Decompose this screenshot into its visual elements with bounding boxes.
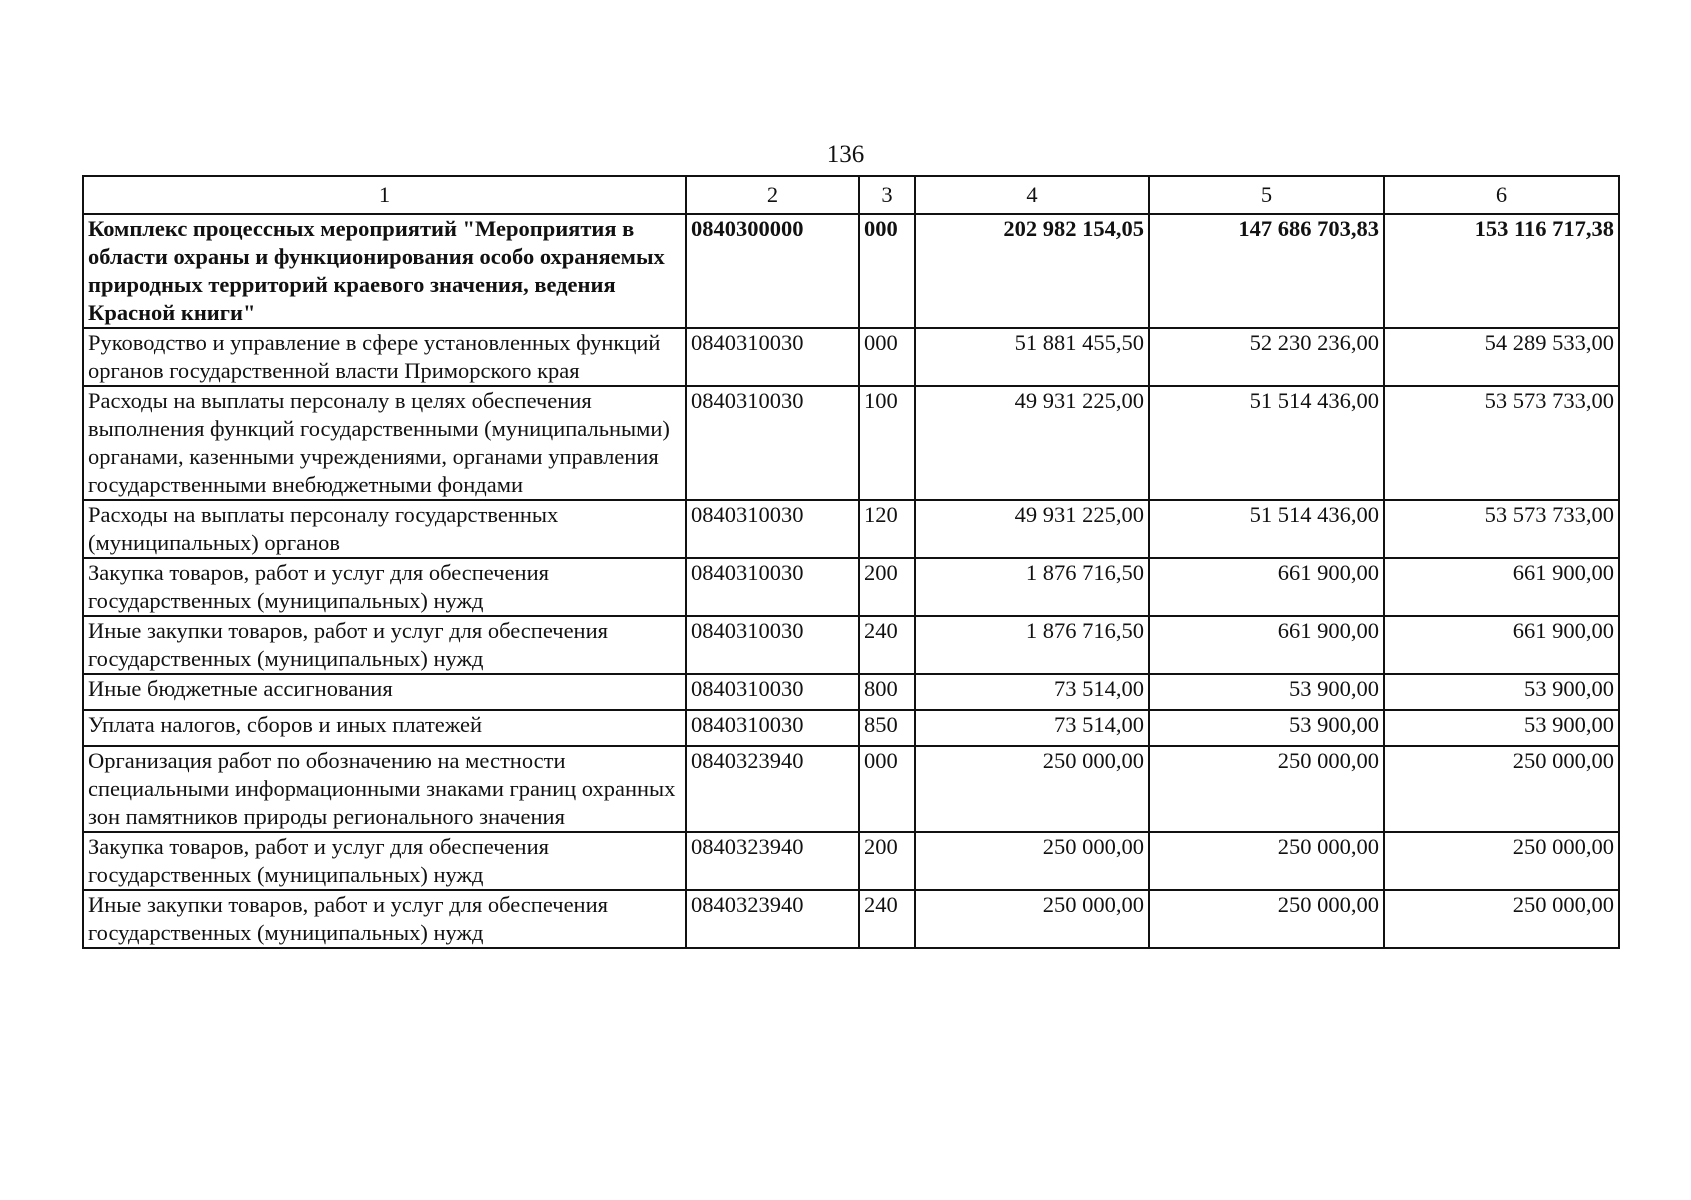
row-code-cell: 0840323940	[686, 890, 859, 948]
column-header: 3	[859, 176, 915, 214]
table-row	[83, 500, 1619, 558]
row-amount-col6-cell: 53 900,00	[1384, 674, 1619, 710]
row-amount-col6-cell: 54 289 533,00	[1384, 328, 1619, 386]
row-code-cell: 0840300000	[686, 214, 859, 328]
row-amount-col4-cell: 1 876 716,50	[915, 558, 1149, 616]
table-row	[83, 386, 1619, 500]
table-row	[83, 558, 1619, 616]
column-header: 4	[915, 176, 1149, 214]
table-row	[83, 616, 1619, 674]
row-expense-type-cell: 120	[859, 500, 915, 558]
row-name-cell: Комплекс процессных мероприятий "Мероприятия в области охраны и функционирования особо охраняемых природных территорий краевого значения, ведения Красной книги"	[83, 214, 686, 328]
row-expense-type-cell: 200	[859, 558, 915, 616]
row-amount-col6-cell: 53 900,00	[1384, 710, 1619, 746]
row-code-cell: 0840323940	[686, 746, 859, 832]
row-name-cell: Иные закупки товаров, работ и услуг для обеспечения государственных (муниципальных) нужд	[83, 890, 686, 948]
row-amount-col5-cell: 250 000,00	[1149, 890, 1384, 948]
row-name-cell: Руководство и управление в сфере установленных функций органов государственной власти Приморского края	[83, 328, 686, 386]
row-expense-type-cell: 240	[859, 616, 915, 674]
row-amount-col4-cell: 250 000,00	[915, 746, 1149, 832]
table-row	[83, 890, 1619, 948]
row-amount-col4-cell: 202 982 154,05	[915, 214, 1149, 328]
row-code-cell: 0840310030	[686, 386, 859, 500]
row-expense-type-cell: 800	[859, 674, 915, 710]
page-number: 136	[826, 141, 865, 168]
row-amount-col4-cell: 73 514,00	[915, 710, 1149, 746]
column-header: 5	[1149, 176, 1384, 214]
row-expense-type-cell: 000	[859, 328, 915, 386]
row-amount-col5-cell: 52 230 236,00	[1149, 328, 1384, 386]
row-amount-col6-cell: 53 573 733,00	[1384, 500, 1619, 558]
row-amount-col4-cell: 49 931 225,00	[915, 500, 1149, 558]
table-row	[83, 746, 1619, 832]
row-name-cell: Иные закупки товаров, работ и услуг для обеспечения государственных (муниципальных) нужд	[83, 616, 686, 674]
row-amount-col6-cell: 250 000,00	[1384, 890, 1619, 948]
row-name-cell: Уплата налогов, сборов и иных платежей	[83, 710, 686, 746]
row-amount-col5-cell: 147 686 703,83	[1149, 214, 1384, 328]
row-amount-col5-cell: 53 900,00	[1149, 710, 1384, 746]
row-amount-col5-cell: 661 900,00	[1149, 558, 1384, 616]
row-amount-col5-cell: 661 900,00	[1149, 616, 1384, 674]
row-name-cell: Организация работ по обозначению на местности специальными информационными знаками границ охранных зон памятников природы регионального значения	[83, 746, 686, 832]
row-expense-type-cell: 850	[859, 710, 915, 746]
row-amount-col4-cell: 250 000,00	[915, 890, 1149, 948]
row-amount-col4-cell: 49 931 225,00	[915, 386, 1149, 500]
row-expense-type-cell: 000	[859, 746, 915, 832]
row-code-cell: 0840310030	[686, 500, 859, 558]
row-amount-col5-cell: 51 514 436,00	[1149, 386, 1384, 500]
column-header: 1	[83, 176, 686, 214]
column-header: 6	[1384, 176, 1619, 214]
row-amount-col5-cell: 250 000,00	[1149, 746, 1384, 832]
row-amount-col6-cell: 250 000,00	[1384, 746, 1619, 832]
row-amount-col6-cell: 250 000,00	[1384, 832, 1619, 890]
row-name-cell: Расходы на выплаты персоналу в целях обеспечения выполнения функций государственными (муниципальными) органами, казенными учреждениями, органами управления государственными внебюджетными фондами	[83, 386, 686, 500]
table-row	[83, 674, 1619, 710]
table-row	[83, 832, 1619, 890]
row-amount-col4-cell: 51 881 455,50	[915, 328, 1149, 386]
row-code-cell: 0840310030	[686, 674, 859, 710]
row-amount-col6-cell: 661 900,00	[1384, 558, 1619, 616]
row-amount-col4-cell: 1 876 716,50	[915, 616, 1149, 674]
row-amount-col6-cell: 53 573 733,00	[1384, 386, 1619, 500]
table-row	[83, 214, 1619, 328]
table-row	[83, 710, 1619, 746]
row-amount-col4-cell: 73 514,00	[915, 674, 1149, 710]
row-code-cell: 0840310030	[686, 710, 859, 746]
row-expense-type-cell: 240	[859, 890, 915, 948]
row-code-cell: 0840310030	[686, 328, 859, 386]
row-name-cell: Расходы на выплаты персоналу государственных (муниципальных) органов	[83, 500, 686, 558]
budget-table	[82, 175, 1620, 949]
row-code-cell: 0840323940	[686, 832, 859, 890]
row-name-cell: Закупка товаров, работ и услуг для обеспечения государственных (муниципальных) нужд	[83, 832, 686, 890]
row-amount-col5-cell: 51 514 436,00	[1149, 500, 1384, 558]
row-amount-col6-cell: 661 900,00	[1384, 616, 1619, 674]
row-code-cell: 0840310030	[686, 558, 859, 616]
row-name-cell: Закупка товаров, работ и услуг для обеспечения государственных (муниципальных) нужд	[83, 558, 686, 616]
row-expense-type-cell: 100	[859, 386, 915, 500]
row-code-cell: 0840310030	[686, 616, 859, 674]
row-name-cell: Иные бюджетные ассигнования	[83, 674, 686, 710]
row-expense-type-cell: 200	[859, 832, 915, 890]
row-amount-col4-cell: 250 000,00	[915, 832, 1149, 890]
column-header: 2	[686, 176, 859, 214]
row-amount-col6-cell: 153 116 717,38	[1384, 214, 1619, 328]
row-expense-type-cell: 000	[859, 214, 915, 328]
row-amount-col5-cell: 250 000,00	[1149, 832, 1384, 890]
table-row	[83, 328, 1619, 386]
header-row	[83, 176, 1619, 214]
row-amount-col5-cell: 53 900,00	[1149, 674, 1384, 710]
